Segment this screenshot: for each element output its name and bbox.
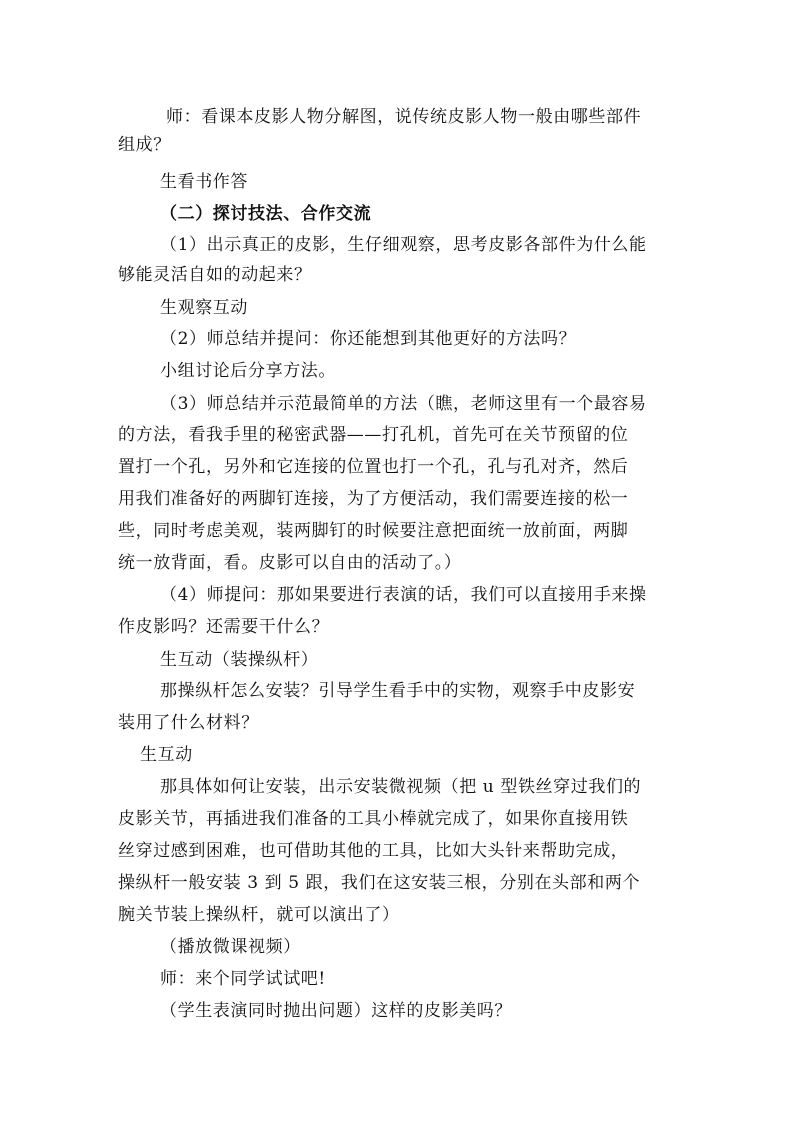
paragraph-line: （3）师总结并示范最简单的方法（瞧，老师这里有一个最容易: [160, 394, 647, 414]
paragraph-line: 些，同时考虑美观，装两脚钉的时候要注意把面统一放前面，两脚: [118, 521, 629, 541]
paragraph-line: 用我们准备好的两脚钉连接，为了方便活动，我们需要连接的松一: [118, 489, 629, 509]
paragraph-line: 统一放背面，看。皮影可以自由的活动了。）: [118, 553, 462, 573]
paragraph-line: （4）师提问：那如果要进行表演的话，我们可以直接用手来操: [160, 585, 647, 605]
paragraph-line: 皮影关节，再插进我们准备的工具小棒就完成了，如果你直接用铁: [118, 809, 629, 829]
paragraph-line: 师：来个同学试试吧!: [160, 969, 326, 989]
paragraph-line: 作皮影吗？还需要干什么？: [118, 617, 330, 637]
paragraph-line: 生互动（装操纵杆）: [160, 650, 319, 670]
paragraph-line: 小组讨论后分享方法。: [160, 361, 336, 381]
paragraph-line: （播放微课视频）: [160, 937, 301, 957]
paragraph-line: 的方法，看我手里的秘密武器——打孔机，首先可在关节预留的位: [118, 425, 629, 445]
paragraph-line: 丝穿过感到困难，也可借助其他的工具，比如大头针来帮助完成，: [118, 841, 629, 861]
paragraph-line: 生互动: [140, 745, 193, 765]
paragraph-line: 那操纵杆怎么安装？引导学生看手中的实物，观察手中皮影安: [160, 681, 636, 701]
paragraph-line: 置打一个孔，另外和它连接的位置也打一个孔，孔与孔对齐，然后: [118, 457, 629, 477]
paragraph-line: 那具体如何让安装，出示安装微视频（把 u 型铁丝穿过我们的: [160, 777, 642, 797]
paragraph-line: （2）师总结并提问：你还能想到其他更好的方法吗？: [160, 329, 577, 349]
paragraph-line: 腕关节装上操纵杆，就可以演出了）: [118, 905, 400, 925]
paragraph-line: 装用了什么材料？: [118, 713, 259, 733]
paragraph-line: （1）出示真正的皮影，生仔细观察，思考皮影各部件为什么能: [160, 235, 647, 255]
paragraph-line: 生观察互动: [160, 298, 248, 318]
paragraph-line: 组成？: [118, 135, 171, 155]
paragraph-line: 操纵杆一般安装 3 到 5 跟，我们在这安装三根，分别在头部和两个: [118, 873, 641, 893]
section-heading: （二）探讨技法、合作交流: [160, 204, 372, 224]
paragraph-line: 够能灵活自如的动起来？: [118, 265, 312, 285]
paragraph-line: 师：看课本皮影人物分解图，说传统皮影人物一般由哪些部件: [166, 107, 642, 127]
paragraph-line: 生看书作答: [160, 172, 248, 192]
paragraph-line: （学生表演同时抛出问题）这样的皮影美吗？: [160, 1001, 512, 1021]
